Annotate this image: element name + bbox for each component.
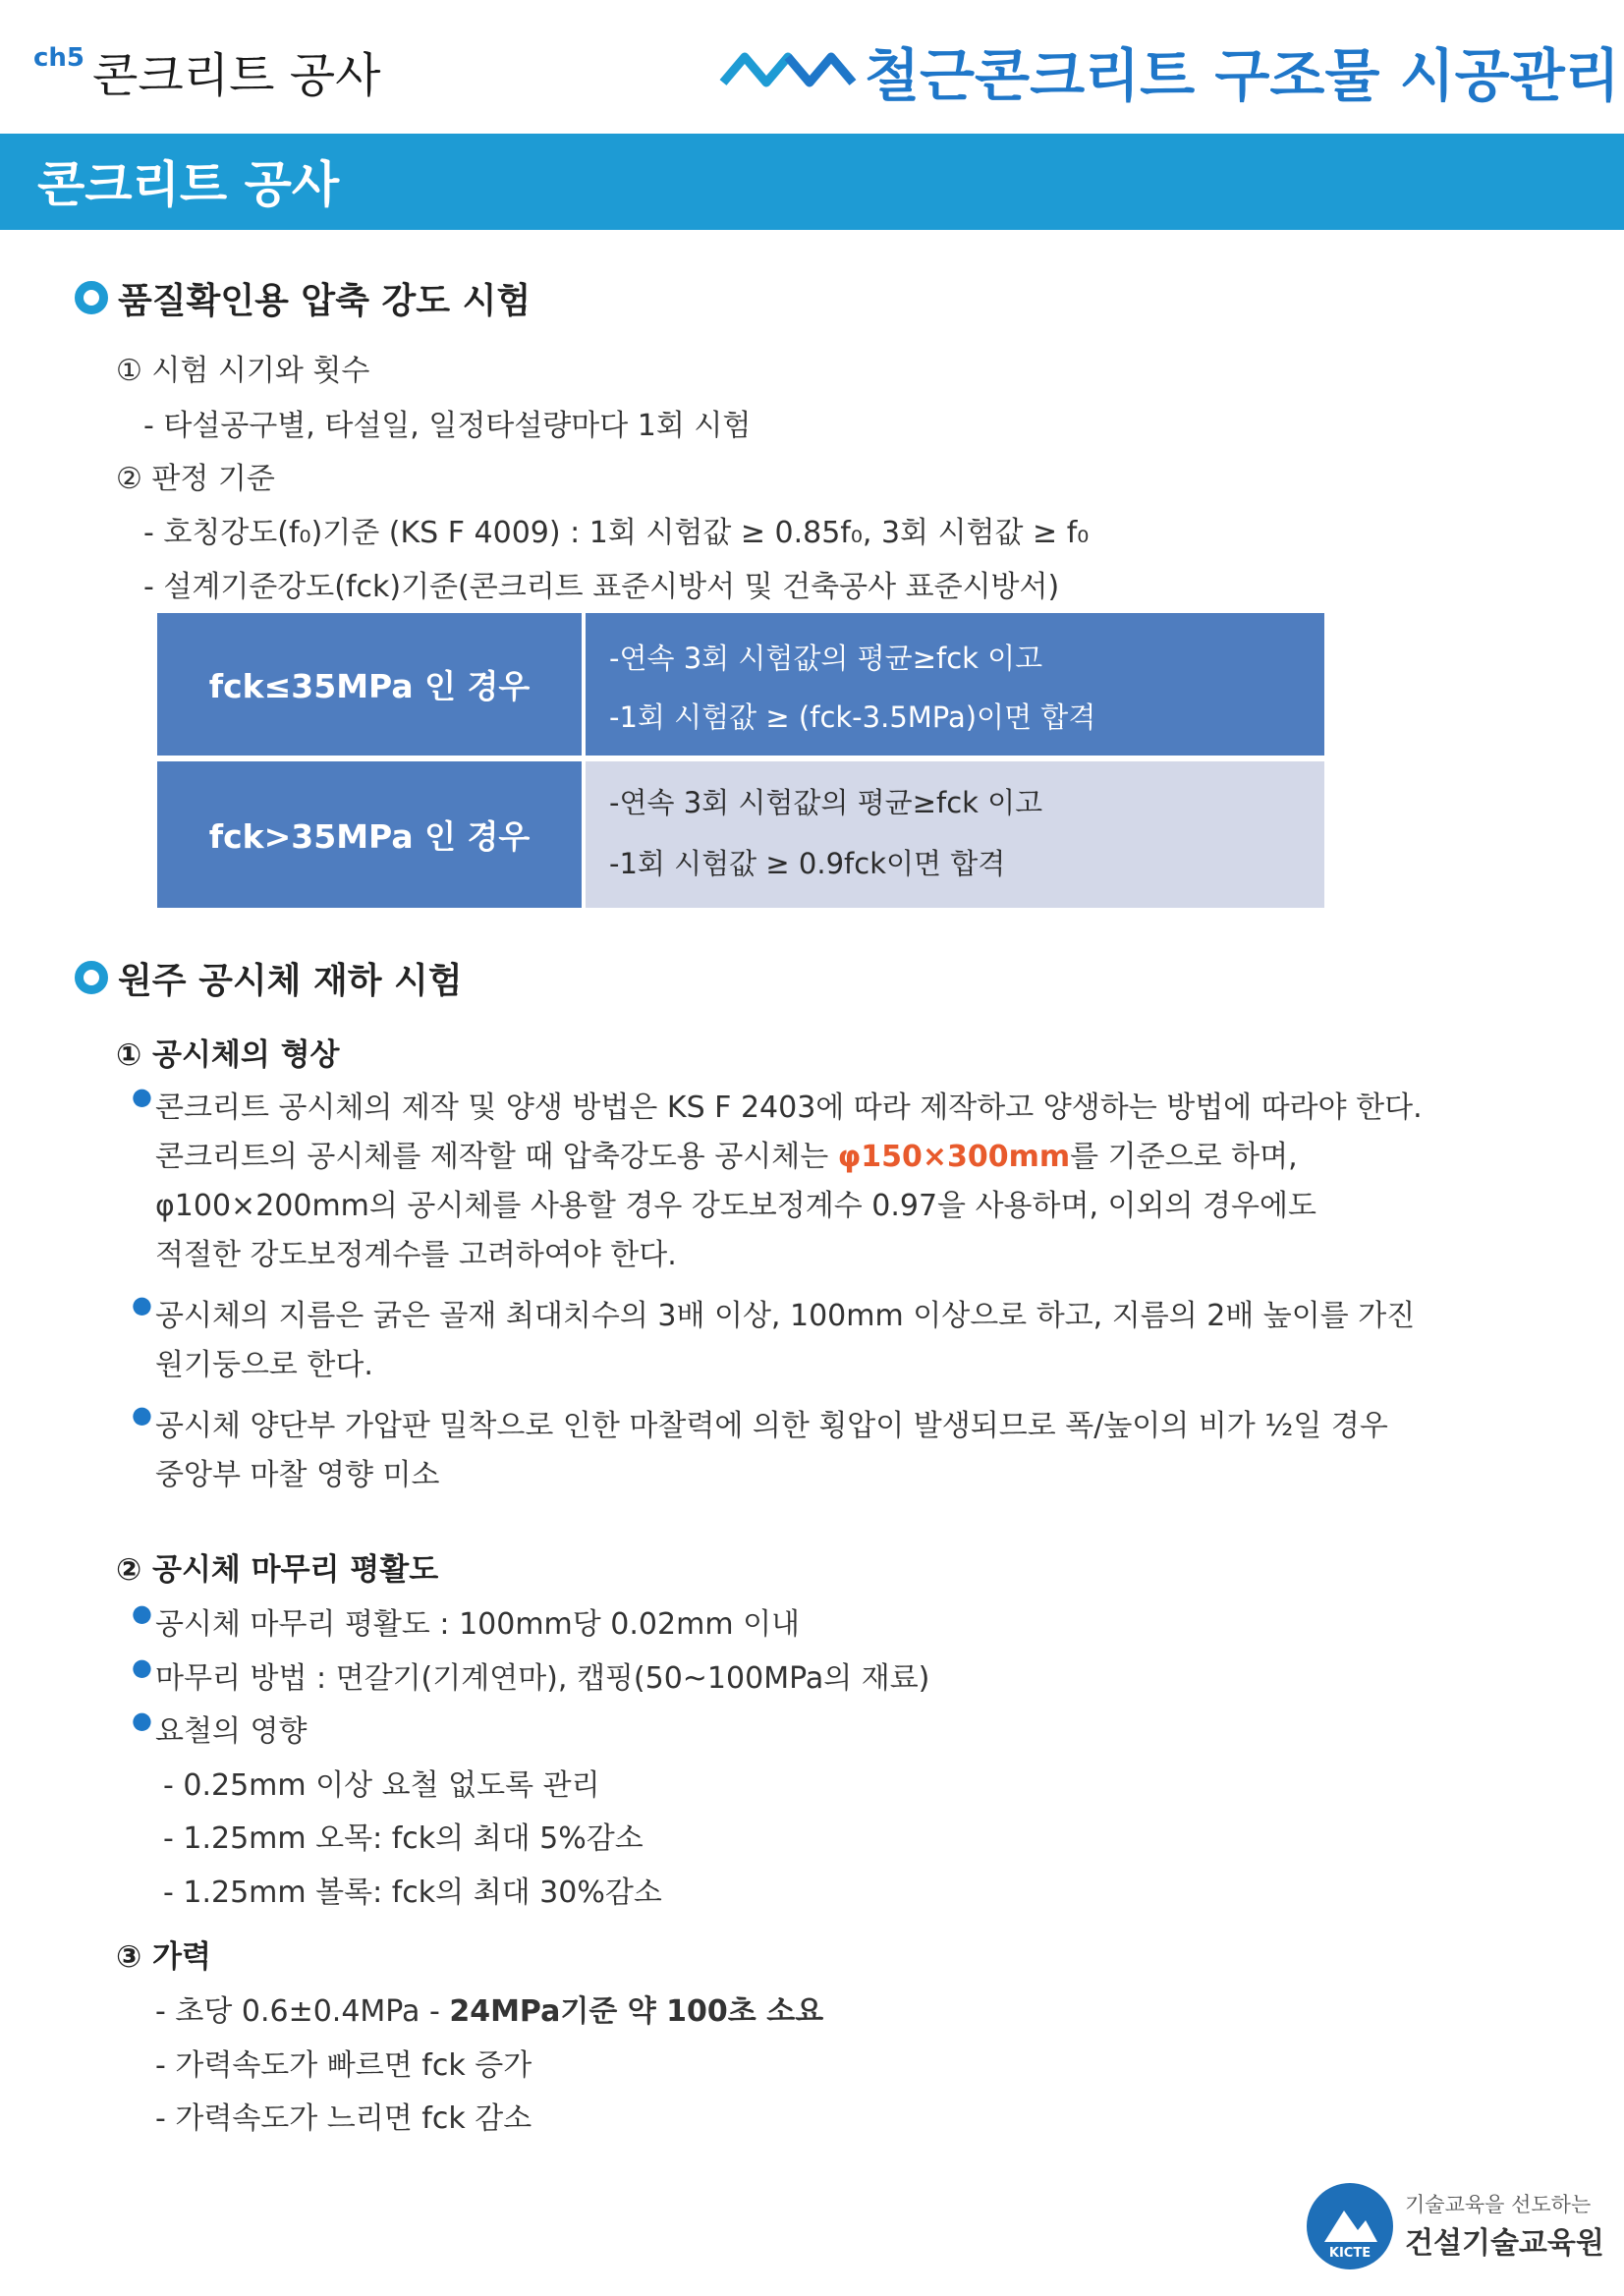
s2-sub1-b1-line2 [155, 1132, 1298, 1175]
footer-org-name: 건설기술교육원 [1405, 2226, 1604, 2261]
s2-sub1-b1-line4: 적절한 강도보정계수를 고려하여야 한다. [155, 1238, 677, 1272]
s2-sub2-detail2: - 1.25mm 오목: fck의 최대 5%감소 [163, 1821, 644, 1856]
s2-sub1-title: ① 공시체의 형상 [116, 1037, 340, 1073]
s2-sub3-title: ③ 가력 [116, 1939, 211, 1975]
banner-title: 콘크리트 공사 [37, 156, 340, 213]
s2-sub2-b3: 요철의 영향 [155, 1714, 308, 1749]
s2-sub3-line3: - 가력속도가 느리면 fck 감소 [155, 2101, 532, 2136]
bullet-dot-icon: ● [132, 1083, 152, 1110]
section-bullet-icon [75, 961, 108, 994]
table-row2-criteria [586, 761, 1324, 908]
chapter-title: 콘크리트 공사 [92, 48, 381, 103]
s2-sub1-b1-line3: φ100×200mm의 공시체를 사용할 경우 강도보정계수 0.97을 사용하며, 이외의 경우에도 [155, 1189, 1316, 1223]
s2-sub2-bullet1 [132, 1599, 801, 1643]
s2-sub2-b1: 공시체 마무리 평활도 : 100mm당 0.02mm 이내 [155, 1607, 801, 1642]
series-logo-icon [719, 49, 857, 88]
table-row2-line2: -1회 시험값 ≥ 0.9fck이면 합격 [609, 847, 1006, 880]
table-row2-condition: fck>35MPa 인 경우 [157, 761, 582, 908]
s2-sub2-b2: 마무리 방법 : 면갈기(기계연마), 캡핑(50~100MPa의 재료) [155, 1661, 930, 1696]
bullet-dot-icon: ● [132, 1707, 152, 1734]
s2-sub1-b1-line1: 콘크리트 공시체의 제작 및 양생 방법은 KS F 2403에 따라 제작하고 양생하는 방법에 따라야 한다. [155, 1091, 1423, 1125]
emblem-text: KICTE [1328, 2246, 1372, 2261]
section1-title: 품질확인용 압축 강도 시험 [118, 281, 532, 321]
s2-sub3-line1-bold: 24MPa기준 약 100초 소요 [449, 1994, 824, 2029]
s2-sub1-bullet2 [132, 1291, 1416, 1334]
s1-item1-line: - 타설공구별, 타설일, 일정타설량마다 1회 시험 [143, 409, 752, 443]
table-row2-line1: -연속 3회 시험값의 평균≥fck 이고 [609, 786, 1043, 819]
s2-sub1-b1-line2-post: 를 기준으로 하며, [1070, 1140, 1298, 1174]
s1-item2: ② 판정 기준 [116, 462, 275, 496]
bullet-dot-icon: ● [132, 1653, 152, 1681]
s2-sub2-bullet2 [132, 1653, 930, 1697]
table-row1-criteria [586, 613, 1324, 756]
chapter-label: ch5 [33, 43, 85, 73]
s2-sub1-bullet1 [132, 1083, 1423, 1126]
org-emblem-icon [1307, 2183, 1393, 2269]
s2-sub3-line1 [155, 1987, 823, 2030]
s2-sub2-detail1: - 0.25mm 이상 요철 없도록 관리 [163, 1768, 600, 1803]
section2-title: 원주 공시체 재하 시험 [118, 961, 463, 1001]
s2-sub1-b2-line1: 공시체의 지름은 굵은 골재 최대치수의 3배 이상, 100mm 이상으로 하고, 지름의 2배 높이를 가진 [155, 1299, 1416, 1333]
bullet-dot-icon: ● [132, 1599, 152, 1627]
s2-sub1-b3-line1: 공시체 양단부 가압판 밀착으로 인한 마찰력에 의한 횡압이 발생되므로 폭/높이의 비가 ½일 경우 [155, 1409, 1388, 1443]
s2-sub1-b3-line2: 중앙부 마찰 영향 미소 [155, 1458, 440, 1492]
s2-sub2-title: ② 공시체 마무리 평활도 [116, 1552, 439, 1588]
table-row1-line2: -1회 시험값 ≥ (fck-3.5MPa)이면 합격 [609, 700, 1096, 734]
s2-sub1-b1-line2-pre: 콘크리트의 공시체를 제작할 때 압축강도용 공시체는 [155, 1140, 838, 1174]
bullet-dot-icon: ● [132, 1291, 152, 1318]
s2-sub1-highlight: φ150×300mm [837, 1140, 1071, 1174]
s2-sub3-line2: - 가력속도가 빠르면 fck 증가 [155, 2048, 532, 2083]
s2-sub2-bullet3 [132, 1707, 308, 1750]
section-bullet-icon [75, 281, 108, 314]
table-row1-condition: fck≤35MPa 인 경우 [157, 613, 582, 756]
bullet-dot-icon: ● [132, 1401, 152, 1428]
s2-sub1-bullet3 [132, 1401, 1388, 1444]
table-row1-line1: -연속 3회 시험값의 평균≥fck 이고 [609, 642, 1043, 675]
series-title: 철근콘크리트 구조물 시공관리 [865, 42, 1620, 109]
s1-item2-line1: - 호칭강도(f₀)기준 (KS F 4009) : 1회 시험값 ≥ 0.85f₀, 3회 시험값 ≥ f₀ [143, 516, 1090, 550]
s1-item1: ① 시험 시기와 횟수 [116, 354, 370, 388]
s2-sub3-line1-pre: - 초당 0.6±0.4MPa - [155, 1994, 450, 2029]
footer-tagline: 기술교육을 선도하는 [1405, 2193, 1592, 2216]
s2-sub2-detail3: - 1.25mm 볼록: fck의 최대 30%감소 [163, 1876, 662, 1910]
criteria-table [157, 613, 1324, 908]
s2-sub1-b2-line2: 원기둥으로 한다. [155, 1348, 373, 1382]
s1-item2-line2: - 설계기준강도(fck)기준(콘크리트 표준시방서 및 건축공사 표준시방서) [143, 570, 1060, 604]
